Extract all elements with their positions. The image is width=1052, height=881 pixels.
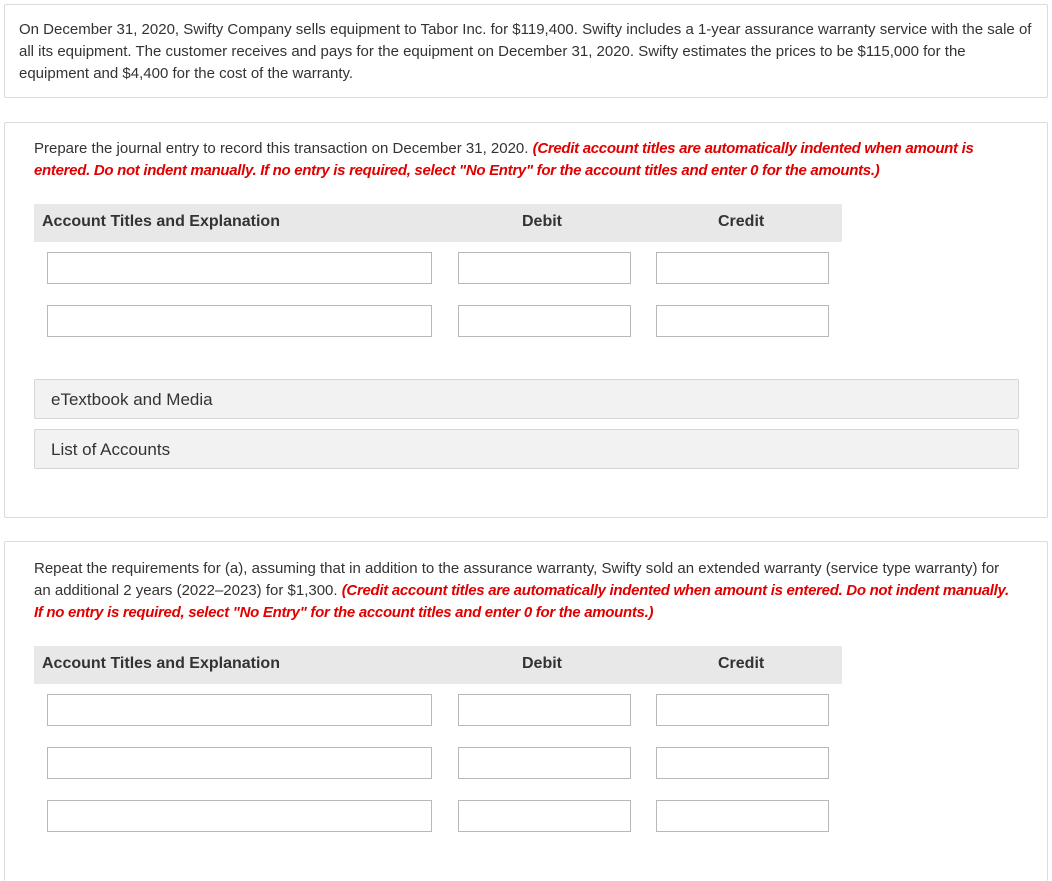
- account-titles-header: Account Titles and Explanation: [42, 655, 280, 672]
- etextbook-media-button[interactable]: [34, 379, 1019, 419]
- credit-input[interactable]: [656, 747, 829, 779]
- journal-row: [34, 790, 842, 843]
- account-title-input[interactable]: [47, 305, 432, 337]
- part-b-panel: [4, 541, 1048, 881]
- list-of-accounts-button[interactable]: [34, 429, 1019, 469]
- credit-input[interactable]: [656, 800, 829, 832]
- part-b-table-header: [34, 646, 842, 684]
- part-a-question: [34, 138, 1014, 182]
- credit-input[interactable]: [656, 252, 829, 284]
- account-title-input[interactable]: [47, 800, 432, 832]
- debit-input[interactable]: [458, 694, 631, 726]
- debit-input[interactable]: [458, 800, 631, 832]
- problem-intro-text: On December 31, 2020, Swifty Company sells equipment to Tabor Inc. for $119,400. Swifty includes a 1-year assurance warranty service with the sale of all its equipment. The customer receives and pays for the equipment on December 31, 2020. Swifty estimates the prices to be $115,000 for the equipment and $4,400 for the cost of the warranty.: [19, 21, 1032, 82]
- part-a-journal-table: [34, 204, 842, 348]
- credit-input[interactable]: [656, 305, 829, 337]
- credit-header: Credit: [718, 655, 765, 672]
- journal-row: [34, 737, 842, 790]
- journal-row: [34, 242, 842, 295]
- journal-row: [34, 684, 842, 737]
- journal-row: [34, 295, 842, 348]
- debit-header: Debit: [522, 655, 562, 672]
- account-title-input[interactable]: [47, 252, 432, 284]
- account-title-input[interactable]: [47, 694, 432, 726]
- credit-input[interactable]: [656, 694, 829, 726]
- part-b-question-text: Repeat the requirements for (a), assuming that in addition to the assurance warranty, Swifty sold an extended warranty (service type warranty) for an additional 2 years (2022–2023) for $1,300.: [34, 560, 1000, 599]
- problem-intro-panel: [4, 4, 1048, 98]
- account-title-input[interactable]: [47, 747, 432, 779]
- list-of-accounts-label: List of Accounts: [51, 440, 171, 459]
- part-a-question-text: Prepare the journal entry to record this transaction on December 31, 2020.: [34, 140, 533, 157]
- part-b-journal-table: [34, 646, 842, 843]
- part-b-instruction: (Credit account titles are automatically indented when amount is entered. Do not indent manually. If no entry is required, select "No Entry" for the account titles and enter 0 for the amounts.): [34, 582, 1009, 621]
- part-b-question: [34, 558, 1014, 624]
- debit-input[interactable]: [458, 305, 631, 337]
- part-a-panel: [4, 122, 1048, 518]
- part-a-instruction: (Credit account titles are automatically indented when amount is entered. Do not indent manually. If no entry is required, select "No Entry" for the account titles and enter 0 for the amounts.): [34, 140, 974, 179]
- etextbook-media-label: eTextbook and Media: [51, 390, 213, 409]
- debit-input[interactable]: [458, 252, 631, 284]
- account-titles-header: Account Titles and Explanation: [42, 213, 280, 230]
- debit-input[interactable]: [458, 747, 631, 779]
- part-a-table-header: [34, 204, 842, 242]
- debit-header: Debit: [522, 213, 562, 230]
- credit-header: Credit: [718, 213, 765, 230]
